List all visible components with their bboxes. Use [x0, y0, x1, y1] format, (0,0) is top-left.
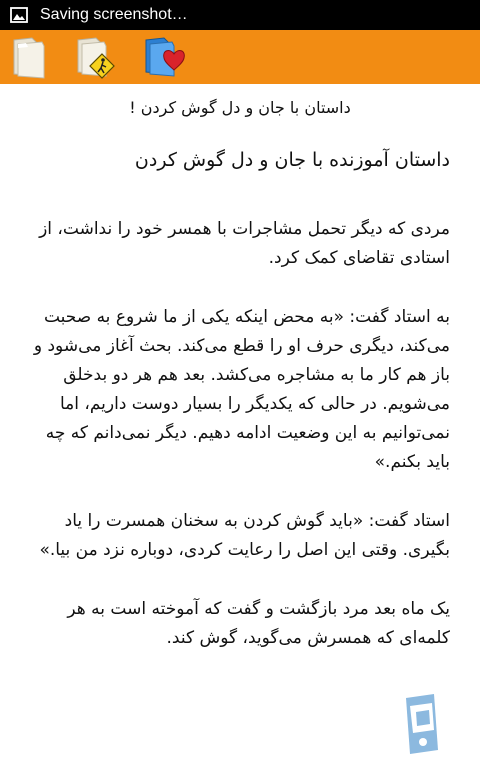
page-title: داستان با جان و دل گوش کردن !	[129, 98, 351, 117]
article-body	[20, 146, 450, 683]
article-view[interactable]	[0, 84, 480, 768]
article-paragraph: به استاد گفت: «به محض اینکه یکی از ما شروع به صحبت می‌کند، دیگری حرف او را قطع می‌کند. بحث آغاز می‌شود و باز هم کار ما به مشاجره می‌کشد. بعد هم هر دو بدخلق می‌شویم. در حالی که یکدیگر را بسیار دوست داریم، اما نمی‌توانیم به این وضعیت ادامه دهیم. دیگر نمی‌دانم که چه باید بکنم.»	[33, 307, 450, 472]
article-subtitle: داستان آموزنده با جان و دل گوش کردن	[134, 149, 450, 171]
exit-button[interactable]	[72, 34, 118, 80]
notification-text: Saving screenshot…	[40, 6, 188, 23]
article-paragraph: یک ماه بعد مرد بازگشت و گفت که آموخته است به هر کلمه‌ای که همسرش می‌گوید، گوش کند.	[67, 599, 450, 648]
folder-icon	[6, 34, 52, 80]
article-paragraph: مردی که دیگر تحمل مشاجرات با همسر خود را نداشت، از استادی تقاضای کمک کرد.	[39, 219, 450, 268]
screenshot-icon	[10, 7, 28, 23]
status-bar	[0, 0, 480, 30]
scrollbar[interactable]	[458, 84, 480, 768]
favorite-button[interactable]	[140, 34, 186, 80]
folder-exit-icon	[72, 34, 118, 80]
toolbar	[0, 30, 480, 84]
app-logo-watermark-icon	[386, 690, 456, 760]
folder-favorite-icon	[140, 34, 186, 80]
article-paragraph: استاد گفت: «باید گوش کردن به سخنان همسرت را یاد بگیری. وقتی این اصل را رعایت کردی، دوباره نزد من بیا.»	[39, 511, 450, 560]
folder-button[interactable]	[6, 34, 52, 80]
